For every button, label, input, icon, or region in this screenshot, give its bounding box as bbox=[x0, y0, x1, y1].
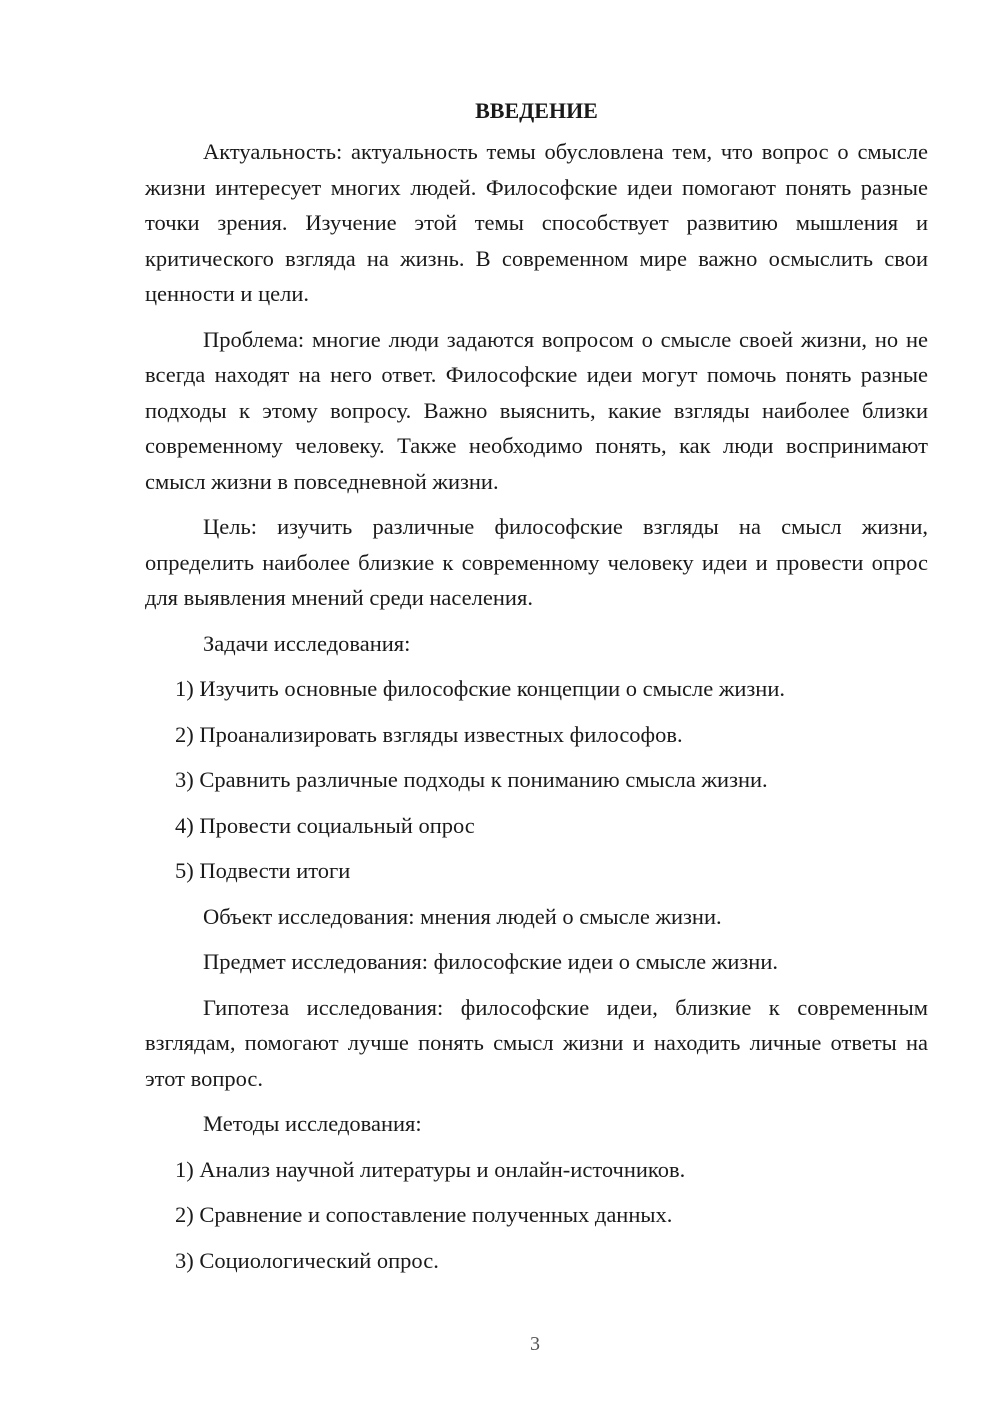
relevance-paragraph: Актуальность: актуальность темы обусловлена тем, что вопрос о смысле жизни интересует многих людей. Философские идеи помогают понять разные точки зрения. Изучение этой темы способствует развитию мышления и критического взгляда на жизнь. В современном мире важно осмыслить свои ценности и цели. bbox=[145, 139, 928, 306]
task-item: 2) Проанализировать взгляды известных философов. bbox=[175, 721, 683, 747]
research-subject: Предмет исследования: философские идеи о смысле жизни. bbox=[203, 949, 778, 974]
method-item: 1) Анализ научной литературы и онлайн-источников. bbox=[175, 1156, 686, 1182]
hypothesis-paragraph: Гипотеза исследования: философские идеи, близкие к современным взглядам, помогают лучше понять смысл жизни и находить личные ответы на этот вопрос. bbox=[145, 994, 928, 1091]
tasks-heading: Задачи исследования: bbox=[203, 630, 411, 656]
task-item: 4) Провести социальный опрос bbox=[175, 812, 475, 838]
page-title: ВВЕДЕНИЕ bbox=[475, 98, 598, 123]
document-page bbox=[145, 96, 928, 1288]
goal-paragraph: Цель: изучить различные философские взгляды на смысл жизни, определить наиболее близкие к современному человеку идеи и провести опрос для выявления мнений среди населения. bbox=[145, 514, 928, 610]
problem-paragraph: Проблема: многие люди задаются вопросом о смысле своей жизни, но не всегда находят на него ответ. Философские идеи могут помочь понять разные подходы к этому вопросу. Важно выяснить, какие взгляды наиболее близки современному человеку. Также необходимо понять, как люди воспринимают смысл жизни в повседневной жизни. bbox=[145, 326, 928, 494]
research-object: Объект исследования: мнения людей о смысле жизни. bbox=[203, 903, 722, 929]
method-item: 3) Социологический опрос. bbox=[175, 1247, 439, 1273]
task-item: 5) Подвести итоги bbox=[175, 858, 351, 883]
task-item: 1) Изучить основные философские концепции о смысле жизни. bbox=[175, 676, 786, 701]
task-item: 3) Сравнить различные подходы к пониманию смысла жизни. bbox=[175, 767, 768, 792]
methods-heading: Методы исследования: bbox=[203, 1111, 422, 1136]
method-item: 2) Сравнение и сопоставление полученных данных. bbox=[175, 1202, 673, 1227]
page-number: 3 bbox=[530, 1333, 540, 1355]
